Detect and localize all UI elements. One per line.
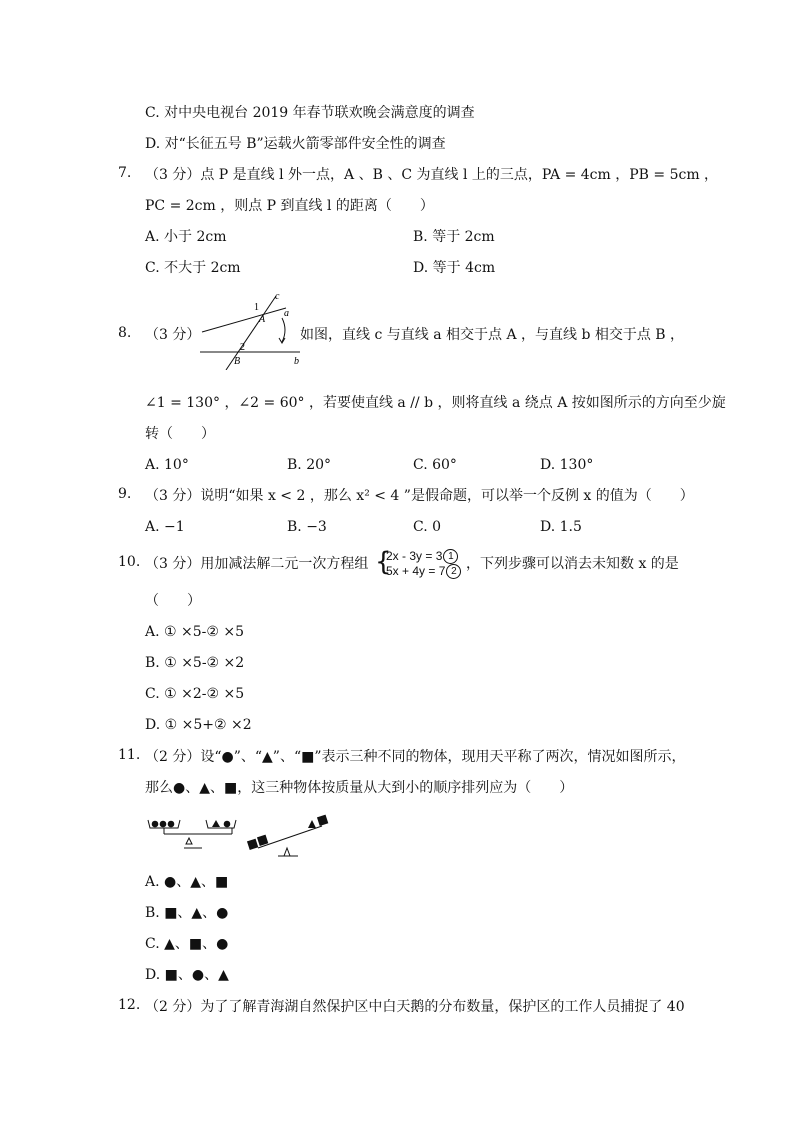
q7-option-d: D. 等于 4cm [413,260,496,276]
equation-1 [386,549,459,564]
q8-option-a: A. 10° [145,457,189,473]
q10-stem-pre: （3 分）用加减法解二元一次方程组 [145,556,369,572]
balance-scale-1 [148,820,236,848]
q8-option-d: D. 130° [540,457,594,473]
q11-number: 11. [118,747,141,763]
q9-stem-line1: （3 分）说明“如果 x < 2 ，那么 x² < 4 ”是假命题，可以举一个反例 x 的值为（ ） [145,488,694,504]
line-b-label: b [294,356,299,367]
q7-stem-line1: （3 分）点 P 是直线 l 外一点，A 、B 、C 为直线 l 上的三点，PA = 4cm ，PB = 5cm ， [145,167,719,183]
q11-stem-line1: （2 分）设“●”、“▲”、“■”表示三种不同的物体，现用天平称了两次，情况如图所示， [145,749,686,765]
equation-2-text: 5x + 4y = 7 [386,564,446,578]
point-b-label: B [234,356,241,367]
scale1-triangle [212,820,220,827]
scale2-square-3 [317,815,328,826]
rotation-arrowhead [279,338,285,343]
angle-1-label: 1 [254,302,259,313]
equation-2-mark: 2 [446,564,461,579]
q10-option-d: D. ① ×5+② ×2 [145,717,252,733]
balance-scales-figure [140,812,340,862]
q10-option-a: A. ① ×5-② ×5 [145,624,245,640]
scale1-circle-2 [160,821,167,828]
q7-number: 7. [118,165,132,181]
q11-option-d: D. ■、●、▲ [145,967,229,983]
scale2-square-2 [257,835,268,846]
q7-stem-line2: PC = 2cm ，则点 P 到直线 l 的距离（ ） [145,198,434,214]
q10-stem-post: ，下列步骤可以消去未知数 x 的是 [466,556,679,572]
q8-stem-line2: ∠1 = 130° ，∠2 = 60° ，若要使直线 a // b ，则将直线 a 绕点 A 按如图所示的方向至少旋 [145,395,726,411]
q11-option-b: B. ■、▲、● [145,905,229,921]
q10-option-b: B. ① ×5-② ×2 [145,655,245,671]
scale2-fulcrum [284,848,290,856]
q10-number: 10. [118,554,141,570]
q8-stem-line1: 如图，直线 c 与直线 a 相交于点 A ，与直线 b 相交于点 B ， [300,327,685,343]
scale1-circle-3 [168,821,175,828]
scale1-fulcrum [186,838,192,844]
scale2-square-1 [247,839,258,850]
q10-stem-line2: （ ） [145,593,201,609]
equation-1-mark: 1 [443,549,458,564]
q8-option-c: C. 60° [413,457,457,473]
parallel-lines-figure [196,290,308,370]
q10-option-c: C. ① ×2-② ×5 [145,686,245,702]
q8-number: 8. [118,325,132,341]
point-a-label: A [259,314,266,325]
line-c-label: c [275,291,280,302]
q6-option-d: D. 对“长征五号 B”运载火箭零部件安全性的调查 [145,136,446,152]
q11-option-a: A. ●、▲、■ [145,874,229,890]
scale2-triangle [308,820,316,828]
q8-stem-line3: 转（ ） [145,426,215,442]
q8-score: （3 分） [145,327,201,343]
scale1-circle-1 [152,821,159,828]
q11-stem-line2: 那么●、▲、■，这三种物体按质量从大到小的顺序排列应为（ ） [145,780,574,796]
equation-2 [386,564,462,579]
q12-number: 12. [118,997,141,1013]
q12-stem-line1: （2 分）为了了解青海湖自然保护区中白天鹅的分布数量，保护区的工作人员捕捉了 40 [145,999,685,1015]
scale1-circle-4 [224,821,231,828]
q8-option-b: B. 20° [287,457,332,473]
q7-option-a: A. 小于 2cm [145,229,227,245]
balance-scale-2 [247,815,328,856]
q9-option-d: D. 1.5 [540,519,582,535]
equation-brace: { [375,547,392,577]
q11-option-c: C. ▲、■、● [145,936,229,952]
scale1-right-pan [206,820,236,828]
line-a [202,308,286,332]
q9-option-a: A. −1 [145,519,185,535]
equation-1-text: 2x - 3y = 3 [386,549,443,563]
angle-2-label: 2 [240,342,245,353]
q9-option-b: B. −3 [287,519,327,535]
q7-option-b: B. 等于 2cm [413,229,495,245]
q9-number: 9. [118,486,132,502]
q6-option-c: C. 对中央电视台 2019 年春节联欢晚会满意度的调查 [145,105,475,121]
q7-option-c: C. 不大于 2cm [145,260,241,276]
q9-option-c: C. 0 [413,519,442,535]
line-a-label: a [284,308,289,319]
scale2-beam [258,826,322,848]
